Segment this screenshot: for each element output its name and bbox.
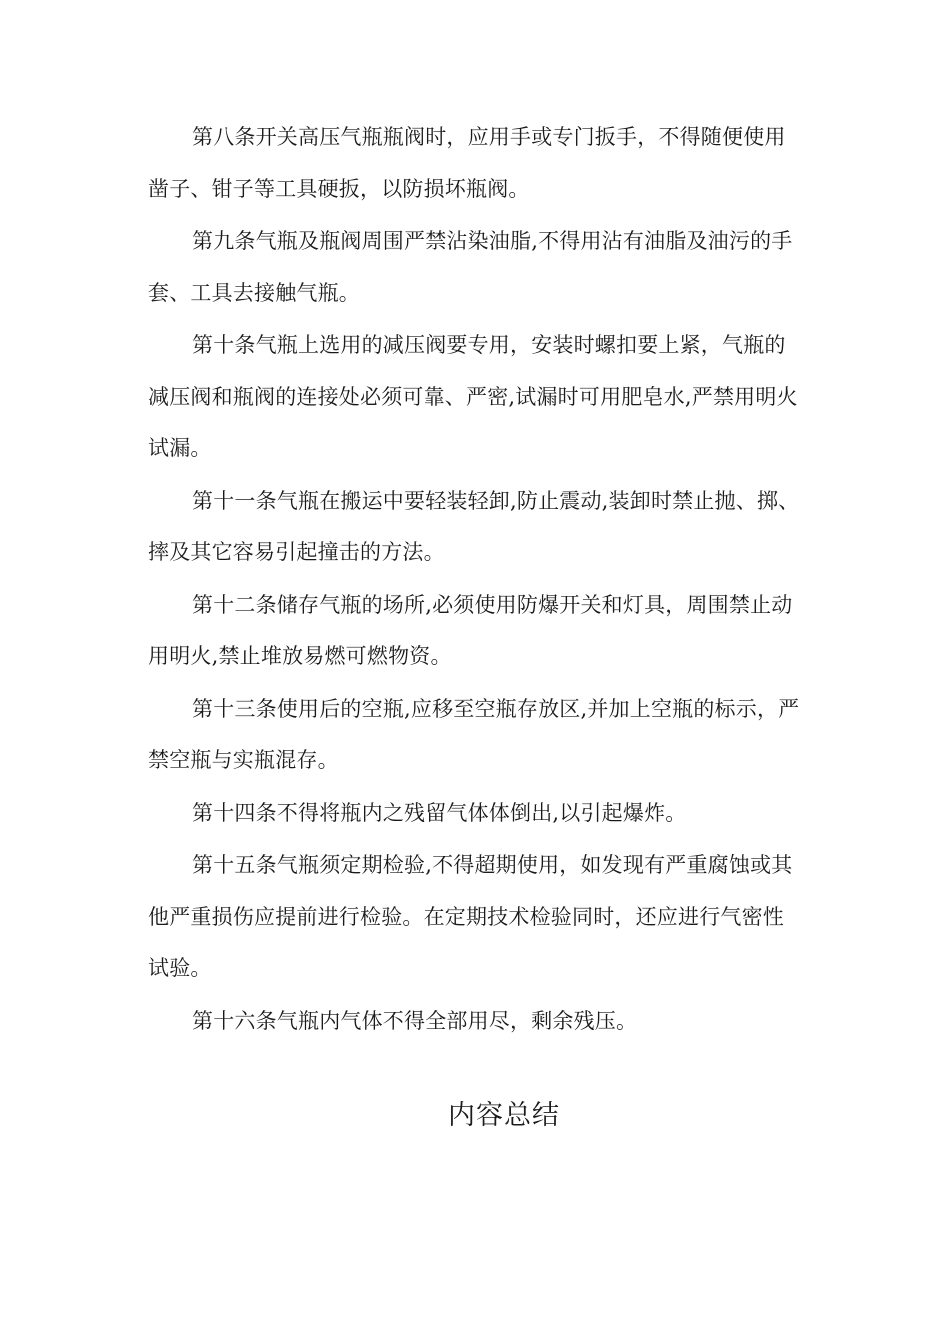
article-11-paragraph: 第十一条气瓶在搬运中要轻装轻卸,防止震动,装卸时禁止抛、掷、摔及其它容易引起撞击的方法。 — [148, 488, 800, 564]
article-8-paragraph: 第八条开关高压气瓶瓶阀时，应用手或专门扳手，不得随便使用凿子、钳子等工具硬扳，以防损坏瓶阀。 — [148, 125, 786, 201]
article-14-paragraph: 第十四条不得将瓶内之残留气体体倒出,以引起爆炸。 — [192, 800, 687, 825]
summary-heading: 内容总结 — [448, 1100, 560, 1131]
article-9-paragraph: 第九条气瓶及瓶阀周围严禁沾染油脂,不得用沾有油脂及油污的手套、工具去接触气瓶。 — [148, 229, 793, 305]
article-12-paragraph: 第十二条储存气瓶的场所,必须使用防爆开关和灯具，周围禁止动用明火,禁止堆放易燃可燃物资。 — [148, 592, 793, 668]
article-15-paragraph: 第十五条气瓶须定期检验,不得超期使用，如发现有严重腐蚀或其他严重损伤应提前进行检验。在定期技术检验同时，还应进行气密性试验。 — [148, 853, 793, 980]
regulation-body — [148, 112, 804, 1048]
article-13-paragraph: 第十三条使用后的空瓶,应移至空瓶存放区,并加上空瓶的标示，严禁空瓶与实瓶混存。 — [148, 696, 800, 772]
article-16-paragraph: 第十六条气瓶内气体不得全部用尽，剩余残压。 — [192, 1008, 638, 1033]
article-10-paragraph: 第十条气瓶上选用的减压阀要专用，安装时螺扣要上紧，气瓶的减压阀和瓶阀的连接处必须可靠、严密,试漏时可用肥皂水,严禁用明火试漏。 — [148, 333, 798, 460]
